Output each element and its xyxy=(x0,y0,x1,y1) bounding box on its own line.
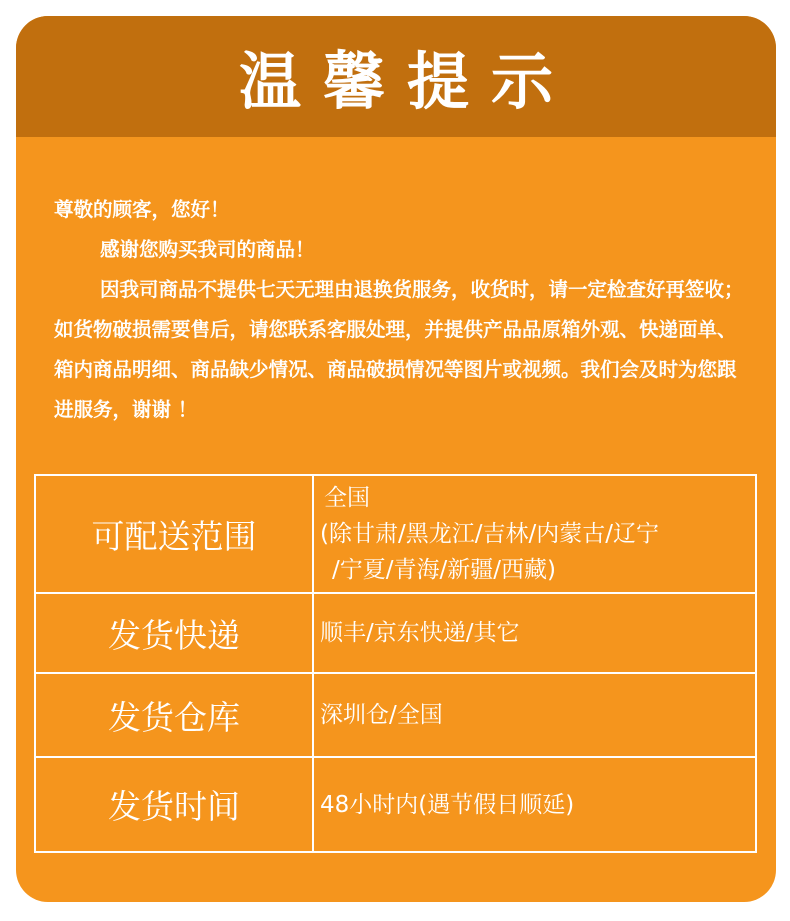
value-line: /宁夏/青海/新疆/西藏) xyxy=(332,557,556,583)
value-line: 顺丰/京东快递/其它 xyxy=(320,620,520,646)
row-value-delivery-range xyxy=(313,475,756,593)
greeting-text: 尊敬的顾客，您好！ xyxy=(54,198,230,221)
policy-text: 因我司商品不提供七天无理由退换货服务，收货时，请一定检查好再签收；如货物破损需要售后，请您联系客服处理，并提供产品品原箱外观、快递面单、箱内商品明细、商品缺少情况、商品破损情况等图片或视频。我们会及时为您跟进服务，谢谢 ！ xyxy=(54,278,744,421)
row-label-warehouse: 发货仓库 xyxy=(35,673,313,757)
row-value-warehouse xyxy=(313,673,756,757)
row-label-courier: 发货快递 xyxy=(35,593,313,673)
shipping-info-table xyxy=(34,474,757,853)
row-value-ship-time xyxy=(313,757,756,852)
header-bar xyxy=(16,16,776,137)
value-line: 48小时内(遇节假日顺延) xyxy=(320,791,575,818)
value-line: (除甘肃/黑龙江/吉林/内蒙古/辽宁 xyxy=(320,521,659,547)
value-line: 深圳仓/全国 xyxy=(320,702,443,728)
table-row xyxy=(35,757,756,852)
value-line: 全国 xyxy=(324,485,370,511)
table-row xyxy=(35,475,756,593)
row-label-delivery-range: 可配送范围 xyxy=(35,475,313,593)
table-row xyxy=(35,593,756,673)
page-title: 温馨提示 xyxy=(238,45,575,118)
row-value-courier xyxy=(313,593,756,673)
table-row xyxy=(35,673,756,757)
thanks-text: 感谢您购买我司的商品！ xyxy=(100,238,315,261)
row-label-ship-time: 发货时间 xyxy=(35,757,313,852)
notice-text xyxy=(54,190,754,430)
notice-card xyxy=(16,16,776,902)
